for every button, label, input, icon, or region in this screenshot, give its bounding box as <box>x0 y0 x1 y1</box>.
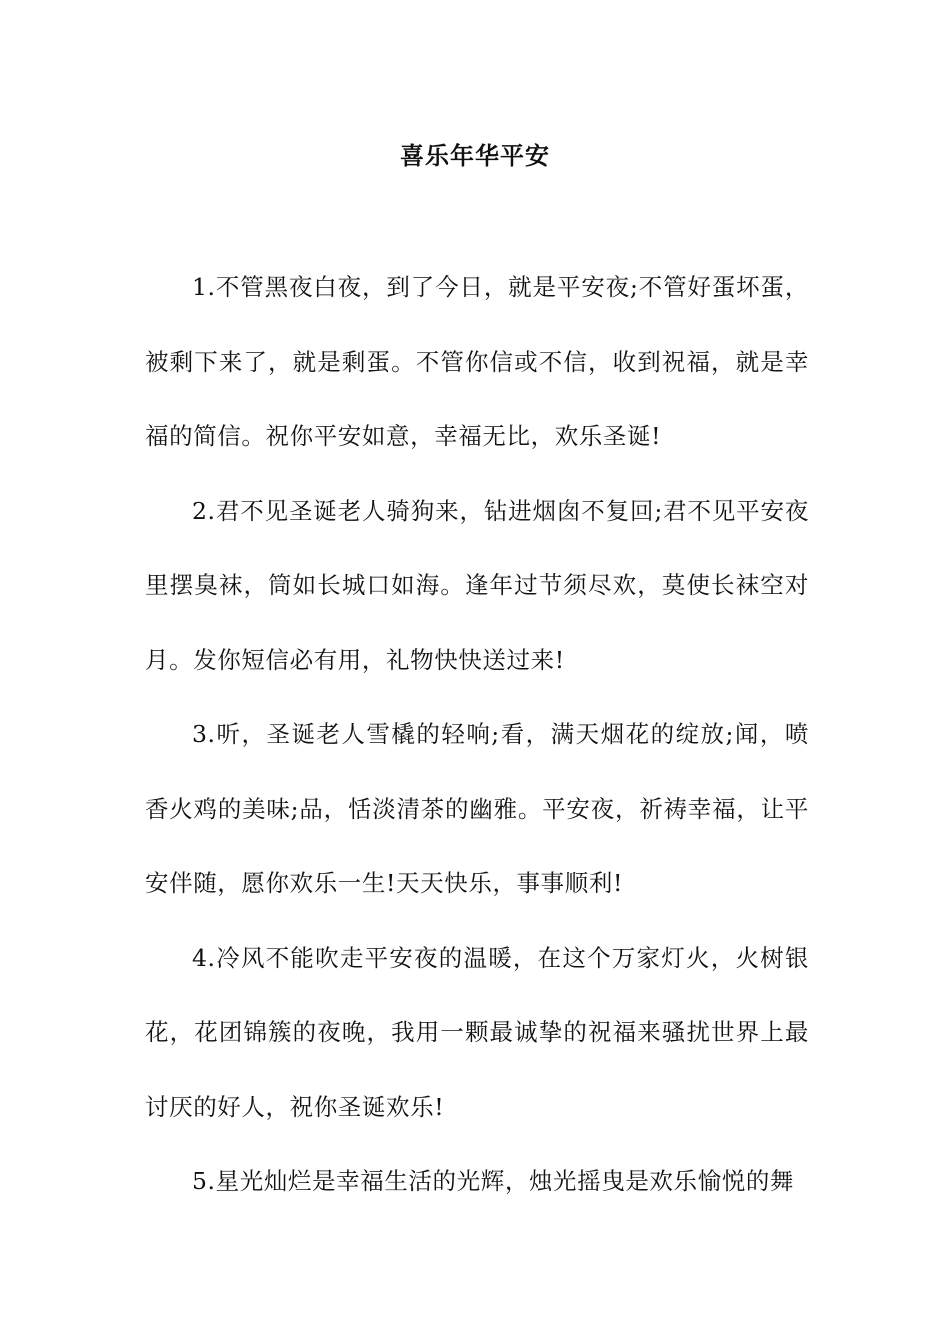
document-body <box>145 250 809 1219</box>
paragraph-2: 2.君不见圣诞老人骑狗来，钻进烟囱不复回;君不见平安夜里摆臭袜，筒如长城口如海。逢年过节须尽欢，莫使长袜空对月。发你短信必有用，礼物快快送过来! <box>145 496 809 674</box>
document-title: 喜乐年华平安 <box>400 141 550 170</box>
paragraph-3: 3.听，圣诞老人雪橇的轻响;看，满天烟花的绽放;闻，喷香火鸡的美味;品，恬淡清茶的幽雅。平安夜，祈祷幸福，让平安伴随，愿你欢乐一生!天天快乐，事事顺利! <box>145 720 809 897</box>
paragraph-1: 1.不管黑夜白夜，到了今日，就是平安夜;不管好蛋坏蛋，被剩下来了，就是剩蛋。不管你信或不信，收到祝福，就是幸福的简信。祝你平安如意，幸福无比，欢乐圣诞! <box>145 273 809 450</box>
paragraph-4: 4.冷风不能吹走平安夜的温暖，在这个万家灯火，火树银花，花团锦簇的夜晚，我用一颗最诚挚的祝福来骚扰世界上最讨厌的好人，祝你圣诞欢乐! <box>145 943 809 1121</box>
paragraph-5: 5.星光灿烂是幸福生活的光辉，烛光摇曳是欢乐愉悦的舞 <box>192 1167 795 1195</box>
